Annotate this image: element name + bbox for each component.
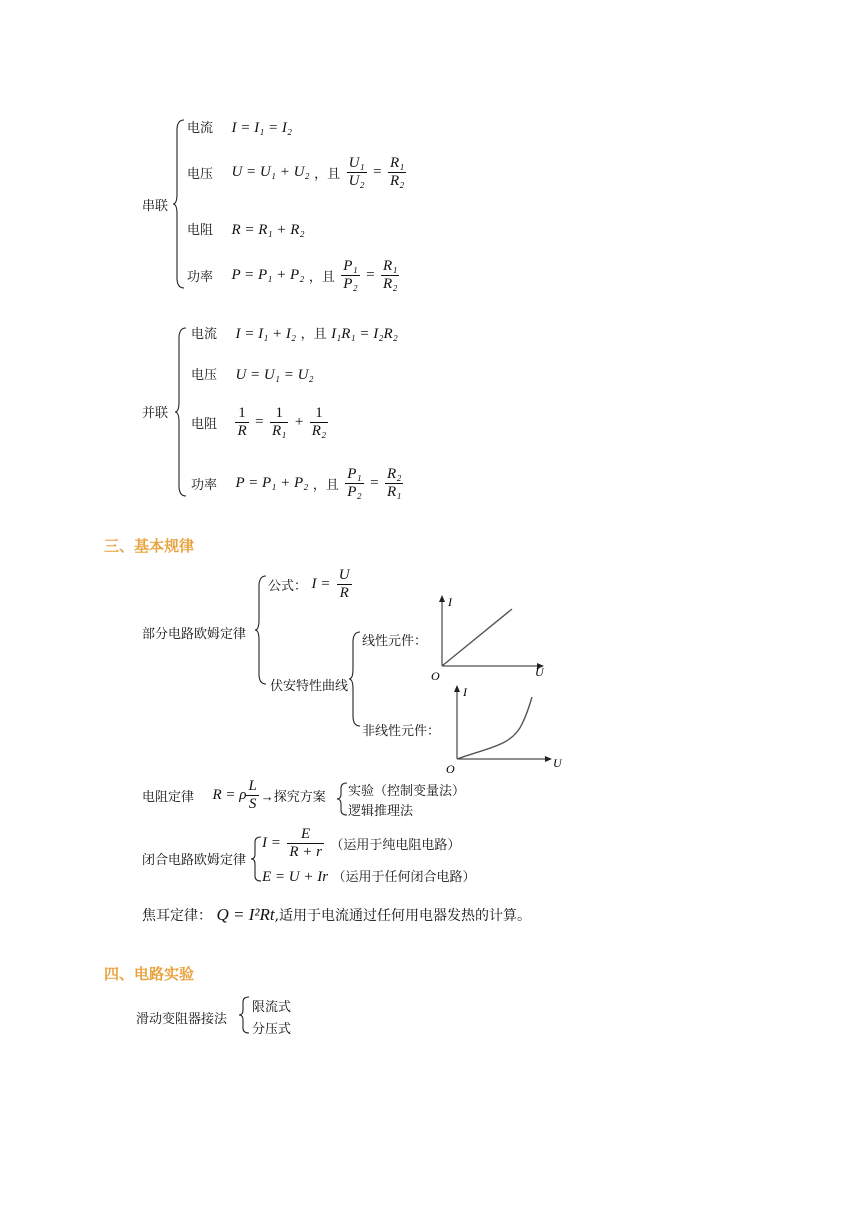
resistance-law-row (142, 778, 326, 813)
series-voltage-conj: ，且 (314, 167, 341, 182)
parallel-resistance-row: 电阻 $\frac{1}{R}$ = $\frac{1}{\text{R₁}}$ + $\frac{1}{\text{R₂}}$ (191, 405, 327, 439)
ohm-partial-title: 部分电路欧姆定律 (142, 626, 247, 641)
parallel-resistance-a: $\frac{1}{\text{R₁}}$ (272, 405, 287, 439)
nonlinear-iv-curve (457, 697, 532, 759)
linear-iv-line (442, 609, 512, 666)
section4-heading: 四、电路实验 (104, 966, 195, 983)
nonlinear-axis-x-label: U (553, 756, 562, 770)
nonlinear-origin-label: O (446, 762, 455, 775)
resistance-law-lhs: R = ρ (212, 787, 247, 803)
series-current-label: 电流 (187, 120, 214, 135)
parallel-power-ratio-right: $\frac{\text{R₂}}{\text{R₁}}$ (387, 466, 402, 500)
linear-iv-graph (428, 590, 550, 685)
linear-axis-y-label: I (448, 595, 452, 609)
parallel-current-label: 电流 (191, 326, 218, 341)
series-title: 串联 (142, 198, 169, 213)
series-voltage-ratio-left: $\frac{\text{U₁}}{\text{U₂}}$ (348, 155, 365, 189)
parallel-current-formula: I = I₁ + I₂ (235, 326, 297, 342)
series-brace (172, 118, 186, 290)
rheostat-option1: 限流式 (252, 999, 292, 1014)
closed-ohm-f1-fraction: $\frac{E}{R + r}$ (289, 826, 322, 860)
closed-ohm-f2-note: （运用于任何闭合电路） (332, 869, 476, 884)
parallel-power-formula: P = P₁ + P₂ (235, 475, 309, 491)
va-curve-brace (348, 630, 362, 728)
joule-law-suffix: ,适用于电流通过任何用电器发热的计算。 (274, 908, 532, 924)
series-voltage-label: 电压 (187, 166, 214, 181)
joule-law-formula: Q = I²Rt (216, 905, 275, 924)
parallel-power-conj: ，且 (312, 478, 339, 493)
nonlinear-axis-y-label: I (463, 685, 467, 699)
rheostat-brace (238, 996, 250, 1034)
parallel-current-conj: ，且 (300, 327, 327, 342)
linear-origin-label: O (431, 669, 440, 683)
series-resistance-label: 电阻 (187, 222, 214, 237)
series-voltage-formula: U = U₁ + U₂ (231, 164, 310, 180)
closed-ohm-f2: E = U + Ir (262, 869, 329, 885)
closed-ohm-f1-lhs: I = (262, 835, 281, 851)
parallel-power-row: 功率 P = P₁ + P₂ ，且 $\frac{\text{P₁}}{\text{P₂}}$ = $\frac{\text{R₂}}{\text{R₁}}$ (191, 466, 402, 500)
closed-ohm-f1-note: （运用于纯电阻电路） (330, 837, 461, 852)
parallel-current-row (191, 323, 398, 343)
closed-ohm-formula1-row (262, 826, 460, 861)
joule-law-prefix: 焦耳定律： (142, 908, 212, 924)
ohm-formula-lhs: I = (311, 576, 331, 592)
parallel-power-label: 功率 (191, 477, 218, 492)
series-power-ratio-left: $\frac{\text{P₁}}{\text{P₂}}$ (343, 258, 358, 292)
series-voltage-ratio-right: $\frac{\text{R₁}}{\text{R₂}}$ (390, 155, 405, 189)
section3-heading: 三、基本规律 (104, 538, 195, 555)
joule-law-row (142, 905, 531, 925)
linear-axis-x-label: U (535, 665, 544, 679)
nonlinear-element-label: 非线性元件： (362, 723, 441, 738)
parallel-brace (174, 326, 188, 498)
series-current-formula: I = I₁ = I₂ (231, 120, 293, 136)
resistance-law-option1: 实验（控制变量法） (348, 783, 466, 798)
series-power-conj: ，且 (308, 270, 335, 285)
rheostat-title: 滑动变阻器接法 (136, 1011, 228, 1026)
parallel-voltage-row (191, 364, 314, 384)
parallel-title: 并联 (142, 405, 169, 420)
resistance-law-brace (336, 782, 348, 816)
series-current-row (187, 117, 292, 137)
closed-ohm-formula2-row (262, 866, 476, 886)
va-curve-label: 伏安特性曲线 (270, 678, 349, 693)
parallel-resistance-b: $\frac{1}{\text{R₂}}$ (311, 405, 327, 439)
ohm-formula-label: 公式： (268, 578, 308, 593)
series-voltage-row: 电压 U = U₁ + U₂ ，且 $\frac{\text{U₁}}{\text{U₂}}$ = $\frac{\text{R₁}}{\text{R₂}}$ (187, 155, 405, 189)
linear-element-label: 线性元件： (362, 633, 428, 648)
parallel-voltage-formula: U = U₁ = U₂ (235, 367, 314, 383)
parallel-current-extra: I₁R₁ = I₂R₂ (331, 326, 398, 342)
series-power-ratio-right: $\frac{\text{R₁}}{\text{R₂}}$ (383, 258, 398, 292)
series-resistance-formula: R = R₁ + R₂ (231, 222, 305, 238)
resistance-law-option2: 逻辑推理法 (348, 803, 414, 818)
parallel-voltage-label: 电压 (191, 367, 218, 382)
closed-ohm-title: 闭合电路欧姆定律 (142, 852, 247, 867)
series-resistance-row (187, 219, 305, 239)
parallel-resistance-lhs: $\frac{1}{R}$ (237, 405, 247, 439)
closed-ohm-brace (250, 836, 262, 882)
series-power-formula: P = P₁ + P₂ (231, 267, 305, 283)
ohm-formula-fraction: $\frac{U}{R}$ (338, 567, 350, 601)
ohm-partial-formula-row (268, 567, 354, 602)
nonlinear-iv-graph (442, 680, 570, 775)
rheostat-option2: 分压式 (252, 1021, 292, 1036)
resistance-law-arrow: →探究方案 (260, 789, 326, 804)
parallel-resistance-label: 电阻 (191, 416, 218, 431)
series-power-label: 功率 (187, 269, 214, 284)
resistance-law-title: 电阻定律 (142, 789, 195, 804)
ohm-partial-brace (254, 574, 268, 686)
parallel-power-ratio-left: $\frac{\text{P₁}}{\text{P₂}}$ (347, 466, 362, 500)
resistance-law-fraction: $\frac{L}{S}$ (248, 778, 257, 812)
series-power-row: 功率 P = P₁ + P₂ ，且 $\frac{\text{P₁}}{\text{P₂}}$ = $\frac{\text{R₁}}{\text{R₂}}$ (187, 258, 398, 292)
